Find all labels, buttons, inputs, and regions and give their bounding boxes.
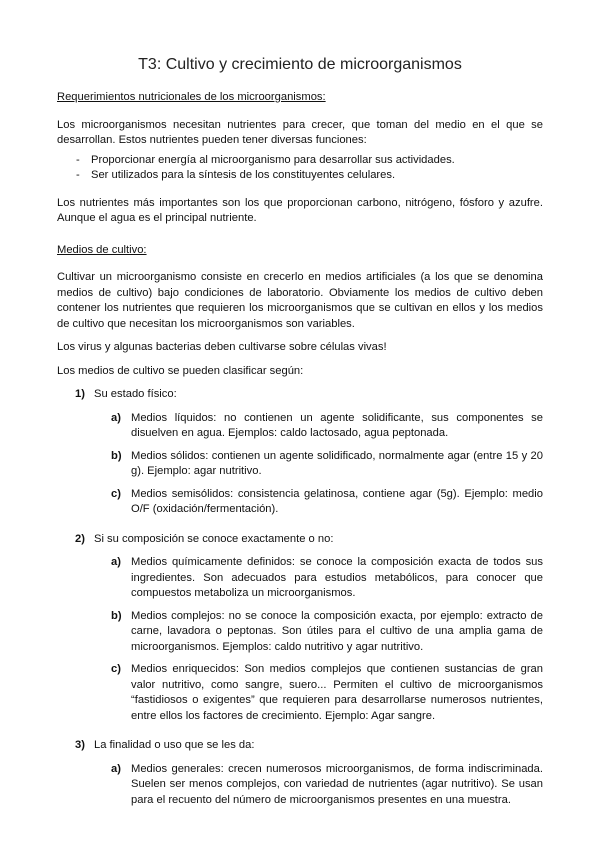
sub-item: b) Medios sólidos: contienen un agente solidificado, normalmente agar (entre 15 y 20 g). Ejemplo: agar nutritivo. bbox=[111, 449, 543, 477]
sub-item: a) Medios líquidos: no contienen un agente solidificante, sus componentes se disuelven en agua. Ejemplos: caldo lactosado, agua peptonada. bbox=[111, 411, 543, 439]
numbered-item: 3) La finalidad o uso que se les da: bbox=[75, 739, 255, 751]
bullet-list bbox=[57, 153, 543, 184]
document-body bbox=[57, 90, 543, 815]
list-item: - Ser utilizados para la síntesis de los constituyentes celulares. bbox=[57, 168, 543, 184]
sub-item: c) Medios enriquecidos: Son medios complejos que contienen sustancias de gran valor nutritivo, como sangre, suero... Permiten el cultivo de microorganismos “fastidiosos o exigentes” que requieren para desarrollarse numerosos nutrientes, entre ellos los factores de crecimiento. Ejemplo: Agar sangre. bbox=[111, 663, 543, 722]
paragraph: Los medios de cultivo se pueden clasificar según: bbox=[57, 364, 304, 377]
paragraph: Los microorganismos necesitan nutrientes para crecer, que toman del medio en el que se desarrollan. Estos nutrientes pueden tener diversas funciones: bbox=[57, 118, 543, 146]
paragraph: Cultivar un microorganismo consiste en crecerlo en medios artificiales (a los que se denomina medios de cultivo) bajo condiciones de laboratorio. Obviamente los medios de cultivo deben contener los nutrientes que requieren los microorganismos que se cultivan en ellos y los medios de cultivo que necesitan los microorganismos son variables. bbox=[57, 271, 543, 330]
numbered-item: 2) Si su composición se conoce exactamente o no: bbox=[75, 532, 334, 545]
section-heading-nutrients: Requerimientos nutricionales de los microorganismos: bbox=[57, 91, 326, 103]
paragraph: Los nutrientes más importantes son los que proporcionan carbono, nitrógeno, fósforo y azufre. Aunque el agua es el principal nutriente. bbox=[57, 196, 543, 224]
section-heading-culture-media: Medios de cultivo: bbox=[57, 243, 147, 256]
page-title: T3: Cultivo y crecimiento de microorganismos bbox=[138, 56, 462, 73]
numbered-item: 1) Su estado físico: bbox=[75, 388, 177, 400]
sub-item: a) Medios químicamente definidos: se conoce la composición exacta de todos sus ingredientes. Son adecuados para estudios metabólicos, para conocer que compuestos metaboliza un microorganismos. bbox=[111, 556, 543, 599]
paragraph: Los virus y algunas bacterias deben cultivarse sobre células vivas! bbox=[57, 341, 387, 353]
sub-item: b) Medios complejos: no se conoce la composición exacta, por ejemplo: extracto de carne, lavadora o peptonas. Son útiles para el cultivo de una amplia gama de microorganismos. Ejemplos: caldo nutritivo y agar nutritivo. bbox=[111, 609, 543, 653]
dash-marker: - bbox=[76, 169, 80, 181]
sub-item: a) Medios generales: crecen numerosos microorganismos, de forma indiscriminada. Suelen ser menos complejos, con variedad de nutrientes (agar nutritivo). Se usan para el recuento del número de microorganismos presentes en una muestra. bbox=[111, 762, 543, 806]
dash-marker: - bbox=[76, 153, 80, 166]
list-item: - Proporcionar energía al microorganismo para desarrollar sus actividades. bbox=[57, 153, 543, 169]
sub-item: c) Medios semisólidos: consistencia gelatinosa, contiene agar (5g). Ejemplo: medio O/F (oxidación/fermentación). bbox=[111, 487, 543, 515]
